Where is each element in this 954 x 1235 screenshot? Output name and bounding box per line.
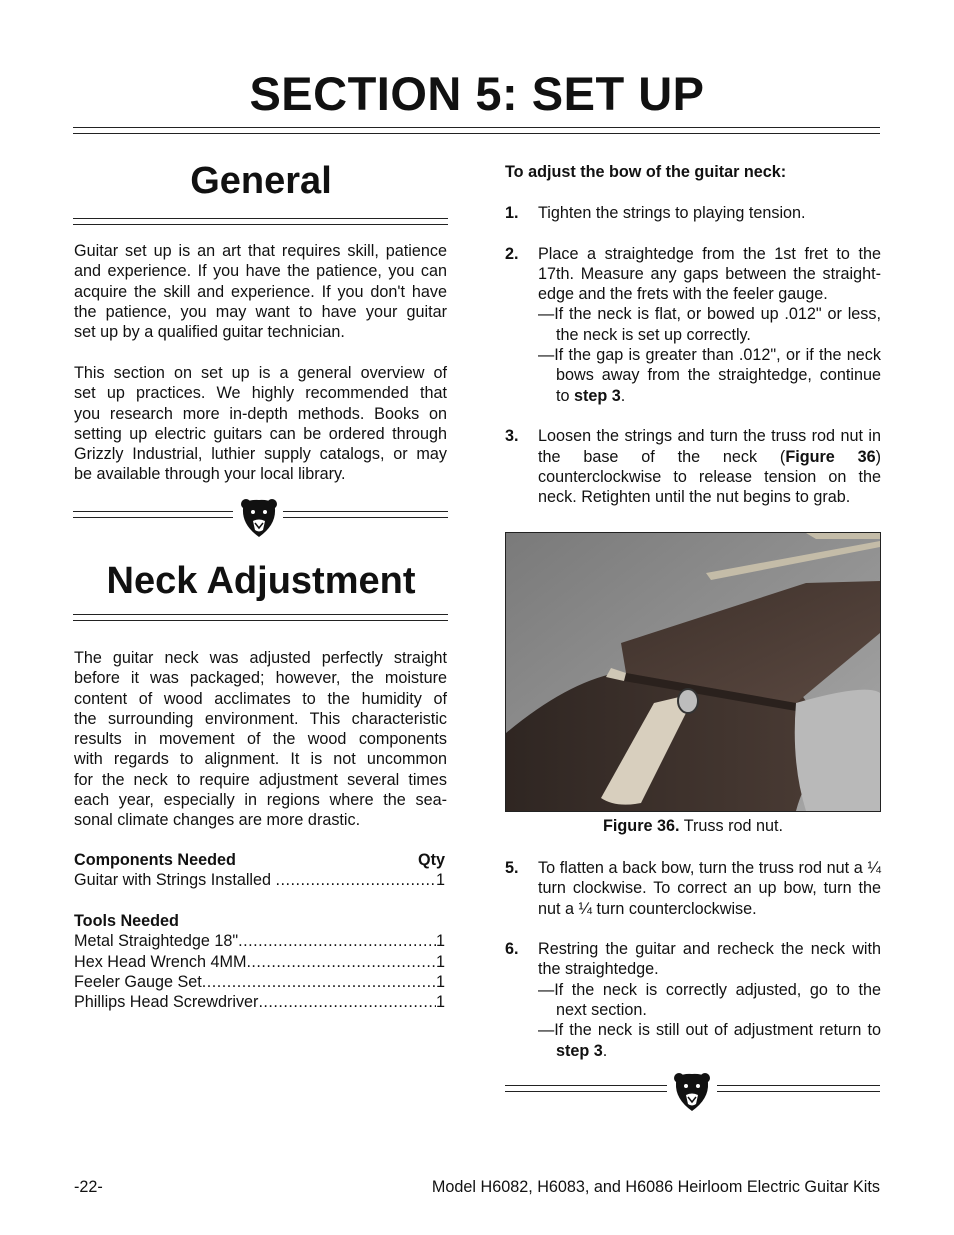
figure-36-photo bbox=[505, 532, 881, 812]
figure-36-caption: Figure 36. Truss rod nut. bbox=[603, 817, 783, 835]
general-paragraph-1: Guitar set up is an art that requires skill, patience and experience. If you have the patience, you can acquire the skill and experience. If you don't have the patience, you may want to have your guitar set up by a qualified guitar technician. bbox=[74, 242, 447, 342]
components-list bbox=[74, 850, 445, 891]
tool-row: Phillips Head Screwdriver ..... 1 bbox=[74, 992, 445, 1012]
step-1: 1. Tighten the strings to playing tension. bbox=[505, 204, 806, 222]
neck-rule bbox=[73, 614, 448, 621]
title-rule bbox=[73, 127, 880, 134]
tool-row: Feeler Gauge Set ..... 1 bbox=[74, 972, 445, 992]
step-2: 2. Place a straightedge from the 1st fret to the 17th. Measure any gaps between the straight- edge and the frets with the feeler gauge. —If the neck is flat, or bowed up .012" or less, the neck is set up correctly. —If the gap is greater than .012", or if the neck bows away from the straightedge, continue to step 3. bbox=[505, 244, 881, 405]
general-heading: General bbox=[190, 160, 332, 202]
tools-list bbox=[74, 911, 445, 1012]
qty-header: Qty bbox=[418, 851, 445, 869]
step-6: 6. Restring the guitar and recheck the neck with the straightedge. —If the neck is correctly adjusted, go to the next section. —If the neck is still out of adjustment return to step 3. bbox=[505, 940, 881, 1060]
section-divider bbox=[505, 1071, 880, 1115]
section-divider bbox=[73, 497, 448, 541]
step-5: 5. To flatten a back bow, turn the truss rod nut a ¼ turn clockwise. To correct an up bow, turn the nut a ¼ turn counterclockwise. bbox=[505, 859, 881, 918]
section-title: SECTION 5: SET UP bbox=[249, 67, 705, 120]
steps-5-6 bbox=[505, 858, 881, 1061]
procedure-intro: To adjust the bow of the guitar neck: bbox=[505, 163, 787, 181]
page-number: -22- bbox=[74, 1178, 103, 1196]
tool-row: Hex Head Wrench 4MM ..... 1 bbox=[74, 952, 445, 972]
components-header: Components Needed bbox=[74, 851, 236, 869]
neck-adjustment-heading: Neck Adjustment bbox=[106, 560, 416, 602]
component-row: Guitar with Strings Installed ..... 1 bbox=[74, 870, 445, 890]
general-paragraph-2: This section on set up is a general overview of set up practices. We highly recommended that you research more in-depth methods. Books on setting up electric guitars can be ordered through Grizzly Industrial, luthier supply catalogs, or may be available through your local library. bbox=[74, 364, 447, 484]
tools-header: Tools Needed bbox=[74, 912, 179, 930]
bear-logo-icon bbox=[673, 1071, 711, 1113]
tool-row: Metal Straightedge 18" ..... 1 bbox=[74, 931, 445, 951]
general-rule bbox=[73, 218, 448, 225]
bear-logo-icon bbox=[240, 497, 278, 539]
step-3: 3. Loosen the strings and turn the truss rod nut in the base of the neck (Figure 36) counterclockwise to release tension on the neck. Retighten until the nut begins to grab. bbox=[505, 427, 881, 507]
neck-paragraph: The guitar neck was adjusted perfectly straight before it was packaged; however, the moisture content of wood acclimates to the humidity of the surrounding environment. This characteristic results in movement of the wood components with regards to alignment. It is not uncommon for the neck to require adjustment several times each year, especially in regions where the sea- sonal climate changes are more drastic. bbox=[74, 649, 447, 830]
steps-1-3 bbox=[505, 203, 881, 507]
footer-model: Model H6082, H6083, and H6086 Heirloom Electric Guitar Kits bbox=[431, 1178, 880, 1196]
